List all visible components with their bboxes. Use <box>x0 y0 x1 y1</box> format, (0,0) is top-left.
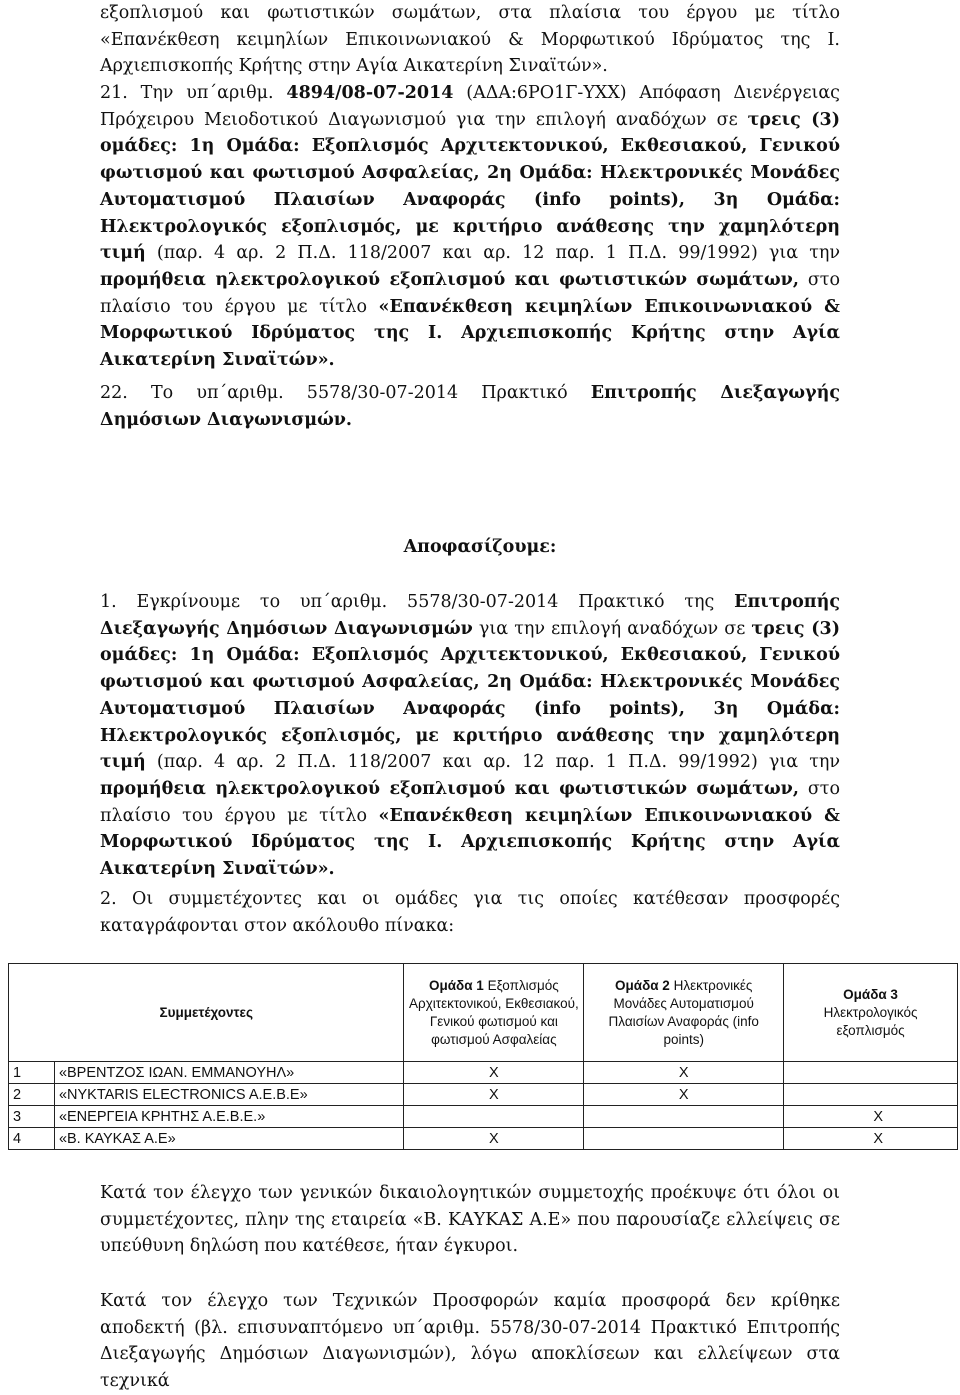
row-number: 3 <box>9 1106 55 1128</box>
table-header-row <box>9 964 958 1062</box>
group-1-mark: Χ <box>404 1062 584 1084</box>
table-row <box>9 1084 958 1106</box>
decision-2 <box>100 886 840 939</box>
after-table-text-1: Κατά τον έλεγχο των γενικών δικαιολογητικών συμμετοχής προέκυψε ότι όλοι οι συμμετέχοντες, πλην της εταιρεία «Β. ΚΑΥΚΑΣ Α.Ε» που παρουσίαζε ελλείψεις σε υπεύθυνη δηλώση που κατέθεσε, ήταν έγκυροι. <box>100 1183 840 1257</box>
participant-name: «NYKTARIS ELECTRONICS A.E.B.E» <box>54 1084 404 1106</box>
header-group-3: Ομάδα 3 Ηλεκτρολογικός εξοπλισμός <box>784 964 958 1062</box>
row-number: 1 <box>9 1062 55 1084</box>
participant-name: «Β. ΚΑΥΚΑΣ Α.Ε» <box>54 1128 404 1150</box>
group-3-mark: Χ <box>784 1106 958 1128</box>
item-21-ref: 4894/08-07-2014 <box>286 83 454 103</box>
decision-1-groups: τρεις (3) ομάδες: 1η Ομάδα: Εξοπλισμός Αρχιτεκτονικού, Εκθεσιακού, Γενικού φωτισμού και φωτισμού Ασφαλείας, 2η Ομάδα: Ηλεκτρονικές Μονάδες Αυτοματισμού Πλαισίων Αναφοράς (info points), 3η Ομάδα: Ηλεκτρολογικός εξοπλισμός, με κριτήριο ανάθεσης την χαμηλότερη τιμή <box>100 618 840 773</box>
item-21-legal: (παρ. 4 αρ. 2 Π.Δ. 118/2007 και αρ. 12 παρ. 1 Π.Δ. 99/1992) για την <box>145 243 840 264</box>
decision-1-context: στο πλαίσιο του έργου με τίτλο <box>100 778 840 826</box>
item-21-prefix: 21. Την υπ΄αριθμ. <box>100 83 287 103</box>
item-21-context: στο πλαίσιο του έργου με τίτλο <box>100 269 840 317</box>
after-table-text-2: Κατά τον έλεγχο των Τεχνικών Προσφορών καμία προσφορά δεν κρίθηκε αποδεκτή (βλ. επισυναπτόμενο υπ΄αριθμ. 5578/30-07-2014 Πρακτικό Επιτροπής Διεξαγωγής Δημόσιων Διαγωνισμών), λόγω αποκλίσεων και ελλείψεων στα τεχνικά <box>100 1291 840 1392</box>
group-1-mark <box>404 1106 584 1128</box>
paragraph-text: εξοπλισμού και φωτιστικών σωμάτων, στα πλαίσια του έργου με τίτλο «Επανέκθεση κειμηλίων Επικοινωνιακού & Μορφωτικού Ιδρύματος της Ι. Αρχιεπισκοπής Κρήτης στην Αγία Αικατερίνη Σιναϊτών». <box>100 3 840 77</box>
group-2-mark <box>584 1128 784 1150</box>
after-table-paragraph-2 <box>100 1288 840 1395</box>
table-row <box>9 1106 958 1128</box>
participants-table <box>8 963 958 1150</box>
item-21-groups: τρεις (3) ομάδες: 1η Ομάδα: Εξοπλισμός Αρχιτεκτονικού, Εκθεσιακού, Γενικού φωτισμού και φωτισμού Ασφαλείας, 2η Ομάδα: Ηλεκτρονικές Μονάδες Αυτοματισμού Πλαισίων Αναφοράς (info points), 3η Ομάδα: Ηλεκτρολογικός εξοπλισμός, με κριτήριο ανάθεσης την χαμηλότερη τιμή <box>100 109 840 264</box>
header-group-1: Ομάδα 1 Εξοπλισμός Αρχιτεκτονικού, Εκθεσιακού, Γενικού φωτισμού και φωτισμού Ασφαλείας <box>404 964 584 1062</box>
group-1-mark: Χ <box>404 1128 584 1150</box>
decision-1 <box>100 589 840 883</box>
decision-1-legal: (παρ. 4 αρ. 2 Π.Δ. 118/2007 και αρ. 12 παρ. 1 Π.Δ. 99/1992) για την <box>145 752 840 773</box>
item-21 <box>100 80 840 374</box>
group-3-mark <box>784 1084 958 1106</box>
group-3-mark: Χ <box>784 1128 958 1150</box>
table-row <box>9 1128 958 1150</box>
group-3-mark <box>784 1062 958 1084</box>
group-2-mark: Χ <box>584 1084 784 1106</box>
item-21-project-title: «Επανέκθεση κειμηλίων Επικοινωνιακού & Μορφωτικού Ιδρύματος της Ι. Αρχιεπισκοπής Κρήτης στην Αγία Αικατερίνη Σιναϊτών». <box>100 296 840 371</box>
participant-name: «ΕΝΕΡΓΕΙΑ ΚΡΗΤΗΣ Α.Ε.Β.Ε.» <box>54 1106 404 1128</box>
after-table-paragraph-1 <box>100 1180 840 1260</box>
participant-name: «ΒΡΕΝΤΖΟΣ ΙΩΑΝ. ΕΜΜΑΝΟΥΗΛ» <box>54 1062 404 1084</box>
decision-1-supply: προμήθεια ηλεκτρολογικού εξοπλισμού και φωτιστικών σωμάτων, <box>100 778 799 799</box>
decision-1-prefix: 1. Εγκρίνουμε το υπ΄αριθμ. 5578/30-07-2014 Πρακτικό της <box>100 592 735 612</box>
decision-heading: Αποφασίζουμε: <box>403 537 557 557</box>
decision-2-text: 2. Οι συμμετέχοντες και οι ομάδες για τις οποίες κατέθεσαν προσφορές καταγράφονται στον ακόλουθο πίνακα: <box>100 889 840 936</box>
group-2-mark <box>584 1106 784 1128</box>
decision-1-committee: Επιτροπής Διεξαγωγής Δημόσιων Διαγωνισμών <box>100 592 840 639</box>
item-21-supply: προμήθεια ηλεκτρολογικού εξοπλισμού και φωτιστικών σωμάτων, <box>100 269 799 290</box>
item-22 <box>100 380 840 433</box>
row-number: 2 <box>9 1084 55 1106</box>
item-22-prefix: 22. Το υπ΄αριθμ. 5578/30-07-2014 Πρακτικό <box>100 383 591 403</box>
header-participants: Συμμετέχοντες <box>9 964 404 1062</box>
item-22-committee: Επιτροπής Διεξαγωγής Δημόσιων Διαγωνισμών. <box>100 383 840 430</box>
row-number: 4 <box>9 1128 55 1150</box>
item-21-text: (ΑΔΑ:6ΡΟ1Γ-ΥΧΧ) Απόφαση Διενέργειας Πρόχειρου Μειοδοτικού Διαγωνισμού για την επιλογή αναδόχων σε <box>100 83 840 130</box>
table-row <box>9 1062 958 1084</box>
group-1-mark: Χ <box>404 1084 584 1106</box>
decision-1-text: για την επιλογή αναδόχων σε <box>472 618 752 639</box>
paragraph-continuation <box>100 0 840 80</box>
decision-1-project-title: «Επανέκθεση κειμηλίων Επικοινωνιακού & Μορφωτικού Ιδρύματος της Ι. Αρχιεπισκοπής Κρήτης στην Αγία Αικατερίνη Σιναϊτών». <box>100 805 840 880</box>
header-group-2: Ομάδα 2 Ηλεκτρονικές Μονάδες Αυτοματισμού Πλαισίων Αναφοράς (info points) <box>584 964 784 1062</box>
group-2-mark: Χ <box>584 1062 784 1084</box>
